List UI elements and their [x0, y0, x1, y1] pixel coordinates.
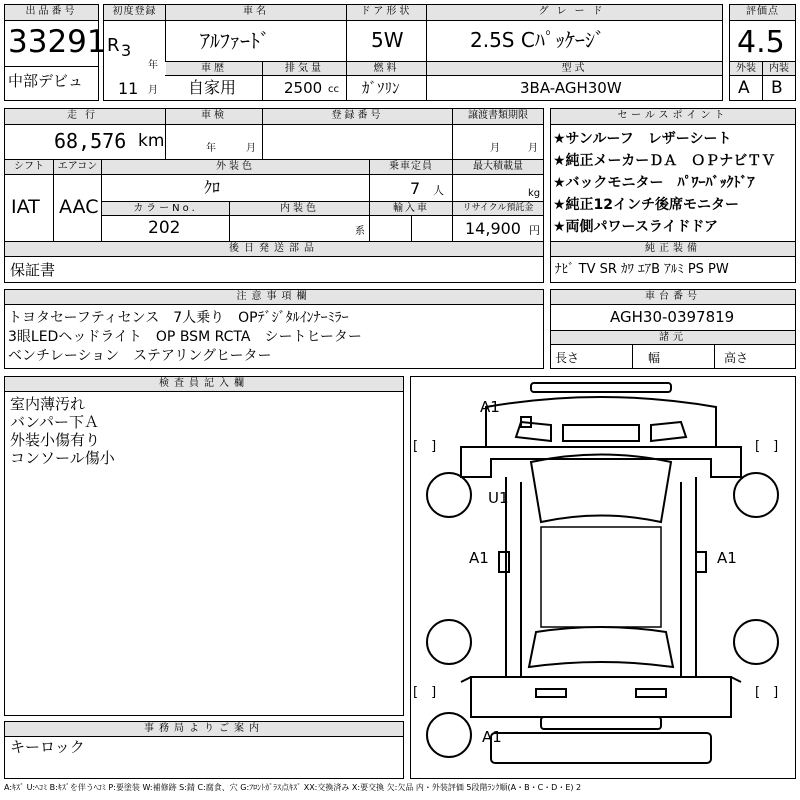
first-reg-label: 初度登録	[104, 5, 165, 20]
series-unit: 系	[355, 226, 365, 237]
inspector-note: バンパー下Ａ	[10, 413, 99, 431]
notes-title: 注意事項欄	[5, 290, 543, 304]
fuel-label: 燃料	[347, 62, 426, 75]
note-line: トヨタセーフティセンス 7人乗り OPﾃﾞｼﾞﾀﾙｲﾝﾅｰﾐﾗｰ	[8, 310, 349, 326]
office-text: キーロック	[10, 738, 85, 756]
genuine-equipment: ﾅﾋﾞ TV SR ｶﾜ ｴｱB ｱﾙﾐ PS PW	[555, 262, 729, 277]
grade: 2.5S Cﾊﾟｯｹｰｼﾞ	[470, 28, 605, 52]
month-unit: 月	[148, 85, 158, 96]
note-line: ベンチレーション ステアリングヒーター	[8, 348, 272, 364]
ext-color: ｸﾛ	[204, 178, 221, 197]
reg-year: 3	[121, 41, 132, 60]
sales-points-label: セールスポイント	[551, 109, 795, 124]
overall-rating: 4.5	[737, 25, 785, 60]
ext-color-label: 外装色	[102, 160, 369, 174]
after-parts-label: 後日発送部品	[5, 242, 543, 256]
inspection-year-unit: 年	[206, 143, 216, 154]
inspector-note: 室内薄汚れ	[10, 395, 86, 413]
height-label: 高さ	[724, 351, 749, 365]
yen-unit: 円	[529, 224, 540, 237]
mileage-label: 走行	[5, 109, 165, 124]
rating-label: 評価点	[730, 5, 795, 20]
cc-unit: cc	[328, 84, 339, 95]
max-load-label: 最大積載量	[453, 160, 543, 174]
deadline-day-unit: 月	[528, 143, 538, 154]
damage-mark-top: A1	[480, 398, 500, 416]
genuine-equipment-label: 純正装備	[551, 242, 795, 256]
inspector-note: コンソール傷小	[10, 449, 115, 467]
color-no: 202	[148, 218, 181, 238]
model-code-label: 型式	[427, 62, 722, 75]
after-parts-value: 保証書	[10, 261, 56, 279]
chassis-number: AGH30-0397819	[610, 308, 735, 326]
displacement-label: 排気量	[263, 62, 346, 75]
lot-number: 33291	[8, 24, 107, 60]
int-color-label: 内装色	[230, 202, 369, 215]
damage-mark-left-front: U1	[488, 489, 509, 507]
bracket-left-rear: [ ]	[413, 685, 437, 700]
capacity-label: 乗車定員	[370, 160, 452, 174]
shift-label: シフト	[5, 160, 53, 174]
car-name: ｱﾙﾌｧｰﾄﾞ	[200, 29, 270, 53]
reg-month: 11	[118, 79, 139, 98]
color-no-label: カラーNo.	[102, 202, 229, 215]
sales-point-item: ★両側パワースライドドア	[553, 219, 719, 235]
shift-value: IAT	[11, 196, 40, 218]
mileage-value: 68,576	[54, 129, 127, 153]
import-label: 輸入車	[370, 202, 452, 215]
exterior-grade: A	[738, 78, 750, 98]
car-name-label: 車名	[166, 5, 346, 20]
damage-mark-bottom: A1	[482, 728, 502, 746]
note-line: 3眼LEDヘッドライト OP BSM RCTA シートヒーター	[8, 329, 362, 345]
history-label: 車歴	[166, 62, 262, 75]
sales-point-item: ★純正12インチ後席モニター	[553, 197, 740, 213]
era-letter: R	[107, 35, 120, 56]
inspection-label: 車検	[166, 109, 262, 124]
model-code: 3BA-AGH30W	[520, 79, 622, 97]
interior-grade: B	[771, 78, 783, 98]
auction-venue: 中部デビュ	[8, 72, 84, 90]
exterior-label: 外装	[730, 62, 762, 75]
chassis-title: 車台番号	[551, 290, 795, 304]
inspector-note: 外装小傷有り	[10, 431, 101, 449]
sales-point-item: ★バックモニター ﾊﾟﾜｰﾊﾞｯｸﾄﾞｱ	[553, 175, 755, 191]
inspection-month-unit: 月	[246, 143, 256, 154]
sales-point-item: ★純正メーカーＤＡ ＯＰナビＴＶ	[553, 153, 776, 169]
car-diagram	[411, 377, 794, 777]
fuel: ｶﾞｿﾘﾝ	[362, 79, 400, 97]
bracket-right-front: [ ]	[755, 439, 779, 454]
bracket-right-rear: [ ]	[755, 685, 779, 700]
dims-title: 諸元	[551, 331, 795, 344]
legend: A:ｷｽﾞ U:ﾍｺﾐ B:ｷｽﾞを伴うﾍｺﾐ P:要塗装 W:補修跡 S:錆 C:腐食、穴 G:ﾌﾛﾝﾄｶﾞﾗｽ点ｷｽﾞ XX:交換済み X:要交換 欠:欠品 内・外装評価 5段階ﾗﾝｸ順(A・B・C・D・E) 2	[4, 783, 582, 792]
recycle-label: リサイクル預託金	[453, 202, 543, 215]
displacement: 2500	[284, 79, 323, 97]
bracket-left-front: [ ]	[413, 439, 437, 454]
door-type: 5W	[371, 28, 404, 52]
width-label: 幅	[648, 351, 661, 365]
transfer-deadline-label: 譲渡書類期限	[453, 109, 543, 124]
inspector-title: 検査員記入欄	[5, 377, 403, 391]
damage-mark-right-mid: A1	[717, 549, 737, 567]
length-label: 長さ	[555, 351, 580, 365]
sales-point-item: ★サンルーフ レザーシート	[553, 131, 732, 147]
interior-label: 内装	[763, 62, 795, 75]
km-unit: km	[138, 131, 165, 151]
office-title: 事務局よりご案内	[5, 722, 403, 736]
capacity-value: 7	[410, 179, 421, 198]
car-diagram-box	[410, 376, 796, 779]
grade-label: グレード	[427, 5, 722, 20]
aircon-label: エアコン	[54, 160, 101, 174]
damage-mark-left-mid: A1	[469, 549, 489, 567]
kg-unit: kg	[528, 188, 541, 199]
registration-label: 登録番号	[263, 109, 452, 124]
lot-number-label: 出品番号	[5, 5, 98, 20]
deadline-month-unit: 月	[490, 143, 500, 154]
aircon-value: AAC	[59, 196, 99, 218]
door-type-label: ドア形状	[347, 5, 426, 20]
person-unit: 人	[433, 184, 444, 197]
recycle-value: 14,900	[465, 219, 521, 238]
vehicle-history: 自家用	[188, 78, 237, 97]
year-unit: 年	[148, 60, 158, 71]
